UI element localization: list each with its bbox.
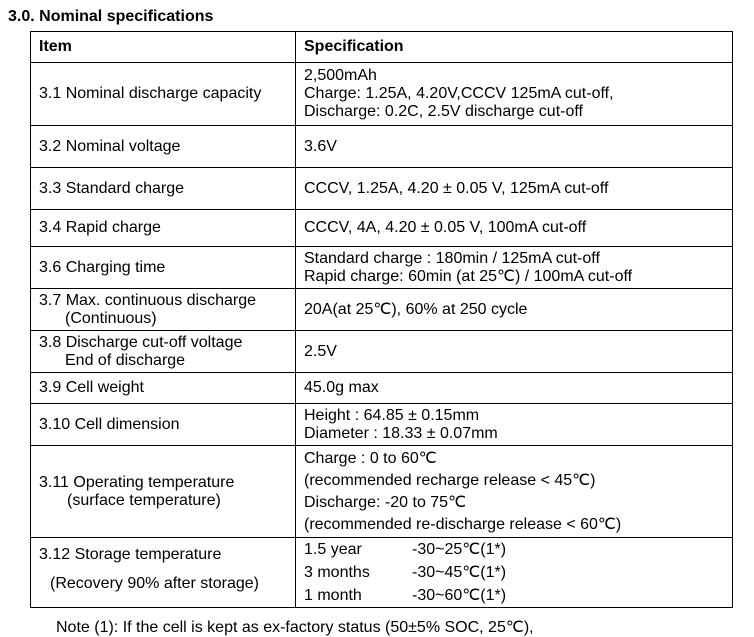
item-cell [31,331,296,373]
spec-cell: 3.6V [296,126,733,168]
item-subline: (Continuous) [65,309,157,327]
table-row [31,538,733,608]
storage-line [304,561,732,584]
spec-line: Charge: 1.25A, 4.20V,CCCV 125mA cut-off, [304,85,614,102]
spec-line: Height : 64.85 ± 0.15mm [304,406,480,424]
table-row [31,63,733,126]
table-row [31,446,733,538]
spec-cell: CCCV, 1.25A, 4.20 ± 0.05 V, 125mA cut-off [296,168,733,210]
item-subline: (surface temperature) [67,491,221,509]
storage-period: 3 months [304,564,370,581]
item-cell: 3.4 Rapid charge [31,210,296,247]
table-row [31,126,733,168]
item-line: 3.8 Discharge cut-off voltage [39,333,243,351]
column-header-item: Item [31,32,296,63]
item-cell: 3.6 Charging time [31,247,296,289]
spec-line: 2,500mAh [304,67,377,84]
table-row [31,331,733,373]
spec-cell: CCCV, 4A, 4.20 ± 0.05 V, 100mA cut-off [296,210,733,247]
table-header-row [31,32,733,63]
item-cell: 3.3 Standard charge [31,168,296,210]
item-subline: (Recovery 90% after storage) [50,575,259,592]
item-cell: 3.10 Cell dimension [31,404,296,446]
item-cell [31,538,296,608]
specifications-table [30,31,733,608]
spec-line: (recommended recharge release < 45℃) [304,471,596,489]
storage-range: -30~60℃(1*) [412,587,507,604]
spec-cell: 20A(at 25℃), 60% at 250 cycle [296,289,733,331]
storage-range: -30~25℃(1*) [412,541,507,558]
item-cell [31,289,296,331]
item-line: 3.7 Max. continuous discharge [39,291,257,309]
storage-period: 1 month [304,587,362,604]
spec-line: Discharge: 0.2C, 2.5V discharge cut-off [304,103,583,120]
spec-cell: 2.5V [296,331,733,373]
table-row [31,247,733,289]
item-cell: 3.9 Cell weight [31,373,296,404]
item-cell: 3.1 Nominal discharge capacity [31,63,296,126]
section-heading: 3.0. Nominal specifications [8,8,214,25]
spec-line: Rapid charge: 60min (at 25℃) / 100mA cut-off [304,267,633,285]
table-row [31,289,733,331]
spec-cell [296,538,733,608]
item-cell [31,446,296,538]
spec-line: (recommended re-discharge release < 60℃) [304,515,622,533]
spec-cell: 45.0g max [296,373,733,404]
spec-line: Charge : 0 to 60℃ [304,449,437,467]
storage-line [304,584,732,607]
item-cell: 3.2 Nominal voltage [31,126,296,168]
storage-period: 1.5 year [304,541,362,558]
spec-line: Discharge: -20 to 75℃ [304,493,467,511]
table-row [31,168,733,210]
footnote: Note (1): If the cell is kept as ex-factory status (50±5% SOC, 25℃), [56,619,534,636]
column-header-specification: Specification [296,32,733,63]
table-row [31,373,733,404]
spec-line: Standard charge : 180min / 125mA cut-off [304,249,600,267]
storage-line [304,538,732,561]
spec-cell [296,247,733,289]
item-line: 3.12 Storage temperature [39,546,222,563]
storage-range: -30~45℃(1*) [412,564,507,581]
spec-cell [296,63,733,126]
spec-cell [296,446,733,538]
spec-cell [296,404,733,446]
item-subline: End of discharge [65,351,186,369]
spec-line: Diameter : 18.33 ± 0.07mm [304,424,498,442]
item-line: 3.11 Operating temperature [39,473,235,491]
table-row [31,210,733,247]
table-row [31,404,733,446]
